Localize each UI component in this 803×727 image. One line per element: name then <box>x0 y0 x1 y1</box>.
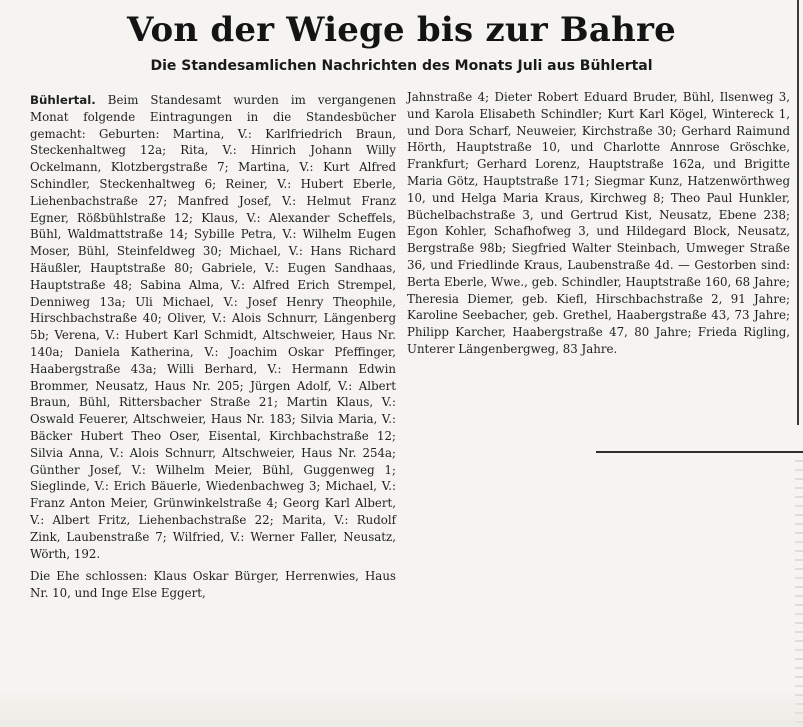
scan-edge-marks <box>795 460 803 727</box>
column-rule <box>797 0 799 425</box>
marriages-paragraph-start: Die Ehe schlossen: Klaus Oskar Bürger, Herrenwies, Haus Nr. 10, und Inge Else Eggert, <box>30 569 396 601</box>
column-left <box>30 92 396 602</box>
subheadline: Die Standesamlichen Nachrichten des Monats Juli aus Bühlertal <box>150 58 653 74</box>
scan-shadow <box>0 690 803 727</box>
dateline: Bühlertal. <box>30 93 96 107</box>
column-right <box>407 89 790 358</box>
separator-rule <box>596 451 803 453</box>
births-text: Beim Standesamt wurden im vergangenen Monat folgende Eintragungen in die Standesbücher gemacht: Geburten: Martina, V.: Karlfriedrich Braun, Steckenhaltweg 12a; Rita, V.: Hinrich Johann Willy Ockelmann, Klotzbergstraße 7; Martina, V.: Kurt Alfred Schindler, Steckenhaltweg 6; Reiner, V.: Hubert Eberle, Liehenbachstraße 27; Manfred Josef, V.: Helmut Franz Egner, Rößbühlstraße 12; Klaus, V.: Alexander Scheffels, Bühl, Waldmattstraße 14; Sybille Petra, V.: Wilhelm Eugen Moser, Bühl, Steinfeldweg 30; Michael, V.: Hans Richard Häußler, Hauptstraße 80; Gabriele, V.: Eugen Sandhaas, Hauptstraße 48; Sabina Alma, V.: Alfred Erich Strempel, Denniweg 13a; Uli Michael, V.: Josef Henry Theophile, Hirschbachstraße 40; Oliver, V.: Alois Schnurr, Längenberg 5b; Verena, V.: Hubert Karl Schmidt, Altschweier, Haus Nr. 140a; Daniela Katherina, V.: Joachim Oskar Pfeffinger, Haabergstraße 43a; Willi Berhard, V.: Hermann Edwin Brommer, Neusatz, Haus Nr. 205; Jürgen Adolf, V.: Albert Braun, Bühl, Rittersbacher Straße 21; Martin Klaus, V.: Oswald Feuerer, Altschweier, Haus Nr. 183; Silvia Maria, V.: Bäcker Hubert Theo Oser, Eisental, Kirchbachstraße 12; Silvia Anna, V.: Alois Schnurr, Altschweier, Haus Nr. 254a; Günther Josef, V.: Wilhelm Meier, Bühl, Guggenweg 1; Sieglinde, V.: Erich Bäuerle, Wiedenbachweg 3; Michael, V.: Franz Anton Meier, Grünwinkelstraße 4; Georg Karl Albert, V.: Albert Fritz, Liehenbachstraße 22; Marita, V.: Rudolf Zink, Laubenstraße 7; Wilfried, V.: Werner Faller, Neusatz, Wörth, 192. <box>30 93 396 561</box>
headline: Von der Wiege bis zur Bahre <box>127 10 676 50</box>
births-paragraph <box>30 92 396 562</box>
marriages-deaths-paragraph: Jahnstraße 4; Dieter Robert Eduard Bruder, Bühl, Ilsenweg 3, und Karola Elisabeth Schindler; Kurt Karl Kögel, Wintereck 1, und Dora Scharf, Neuweier, Kirchstraße 30; Gerhard Raimund Hörth, Hauptstraße 10, und Charlotte Annrose Gröschke, Frankfurt; Gerhard Lorenz, Hauptstraße 162a, und Brigitte Maria Götz, Hauptstraße 171; Siegmar Kunz, Hatzenwörthweg 10, und Helga Maria Kraus, Kirchweg 8; Theo Paul Hunkler, Büchelbachstraße 3, und Gertrud Kist, Neusatz, Ebene 238; Egon Kohler, Schafhofweg 3, und Hildegard Block, Neusatz, Bergstraße 98b; Siegfried Walter Steinbach, Umweger Straße 36, und Friedlinde Kraus, Laubenstraße 4d. — Gestorben sind: Berta Eberle, Wwe., geb. Schindler, Hauptstraße 160, 68 Jahre; Theresia Diemer, geb. Kiefl, Hirschbachstraße 2, 91 Jahre; Karoline Seebacher, geb. Grethel, Haabergstraße 43, 73 Jahre; Philipp Karcher, Haabergstraße 47, 80 Jahre; Frieda Rigling, Unterer Längenbergweg, 83 Jahre. <box>407 90 790 356</box>
